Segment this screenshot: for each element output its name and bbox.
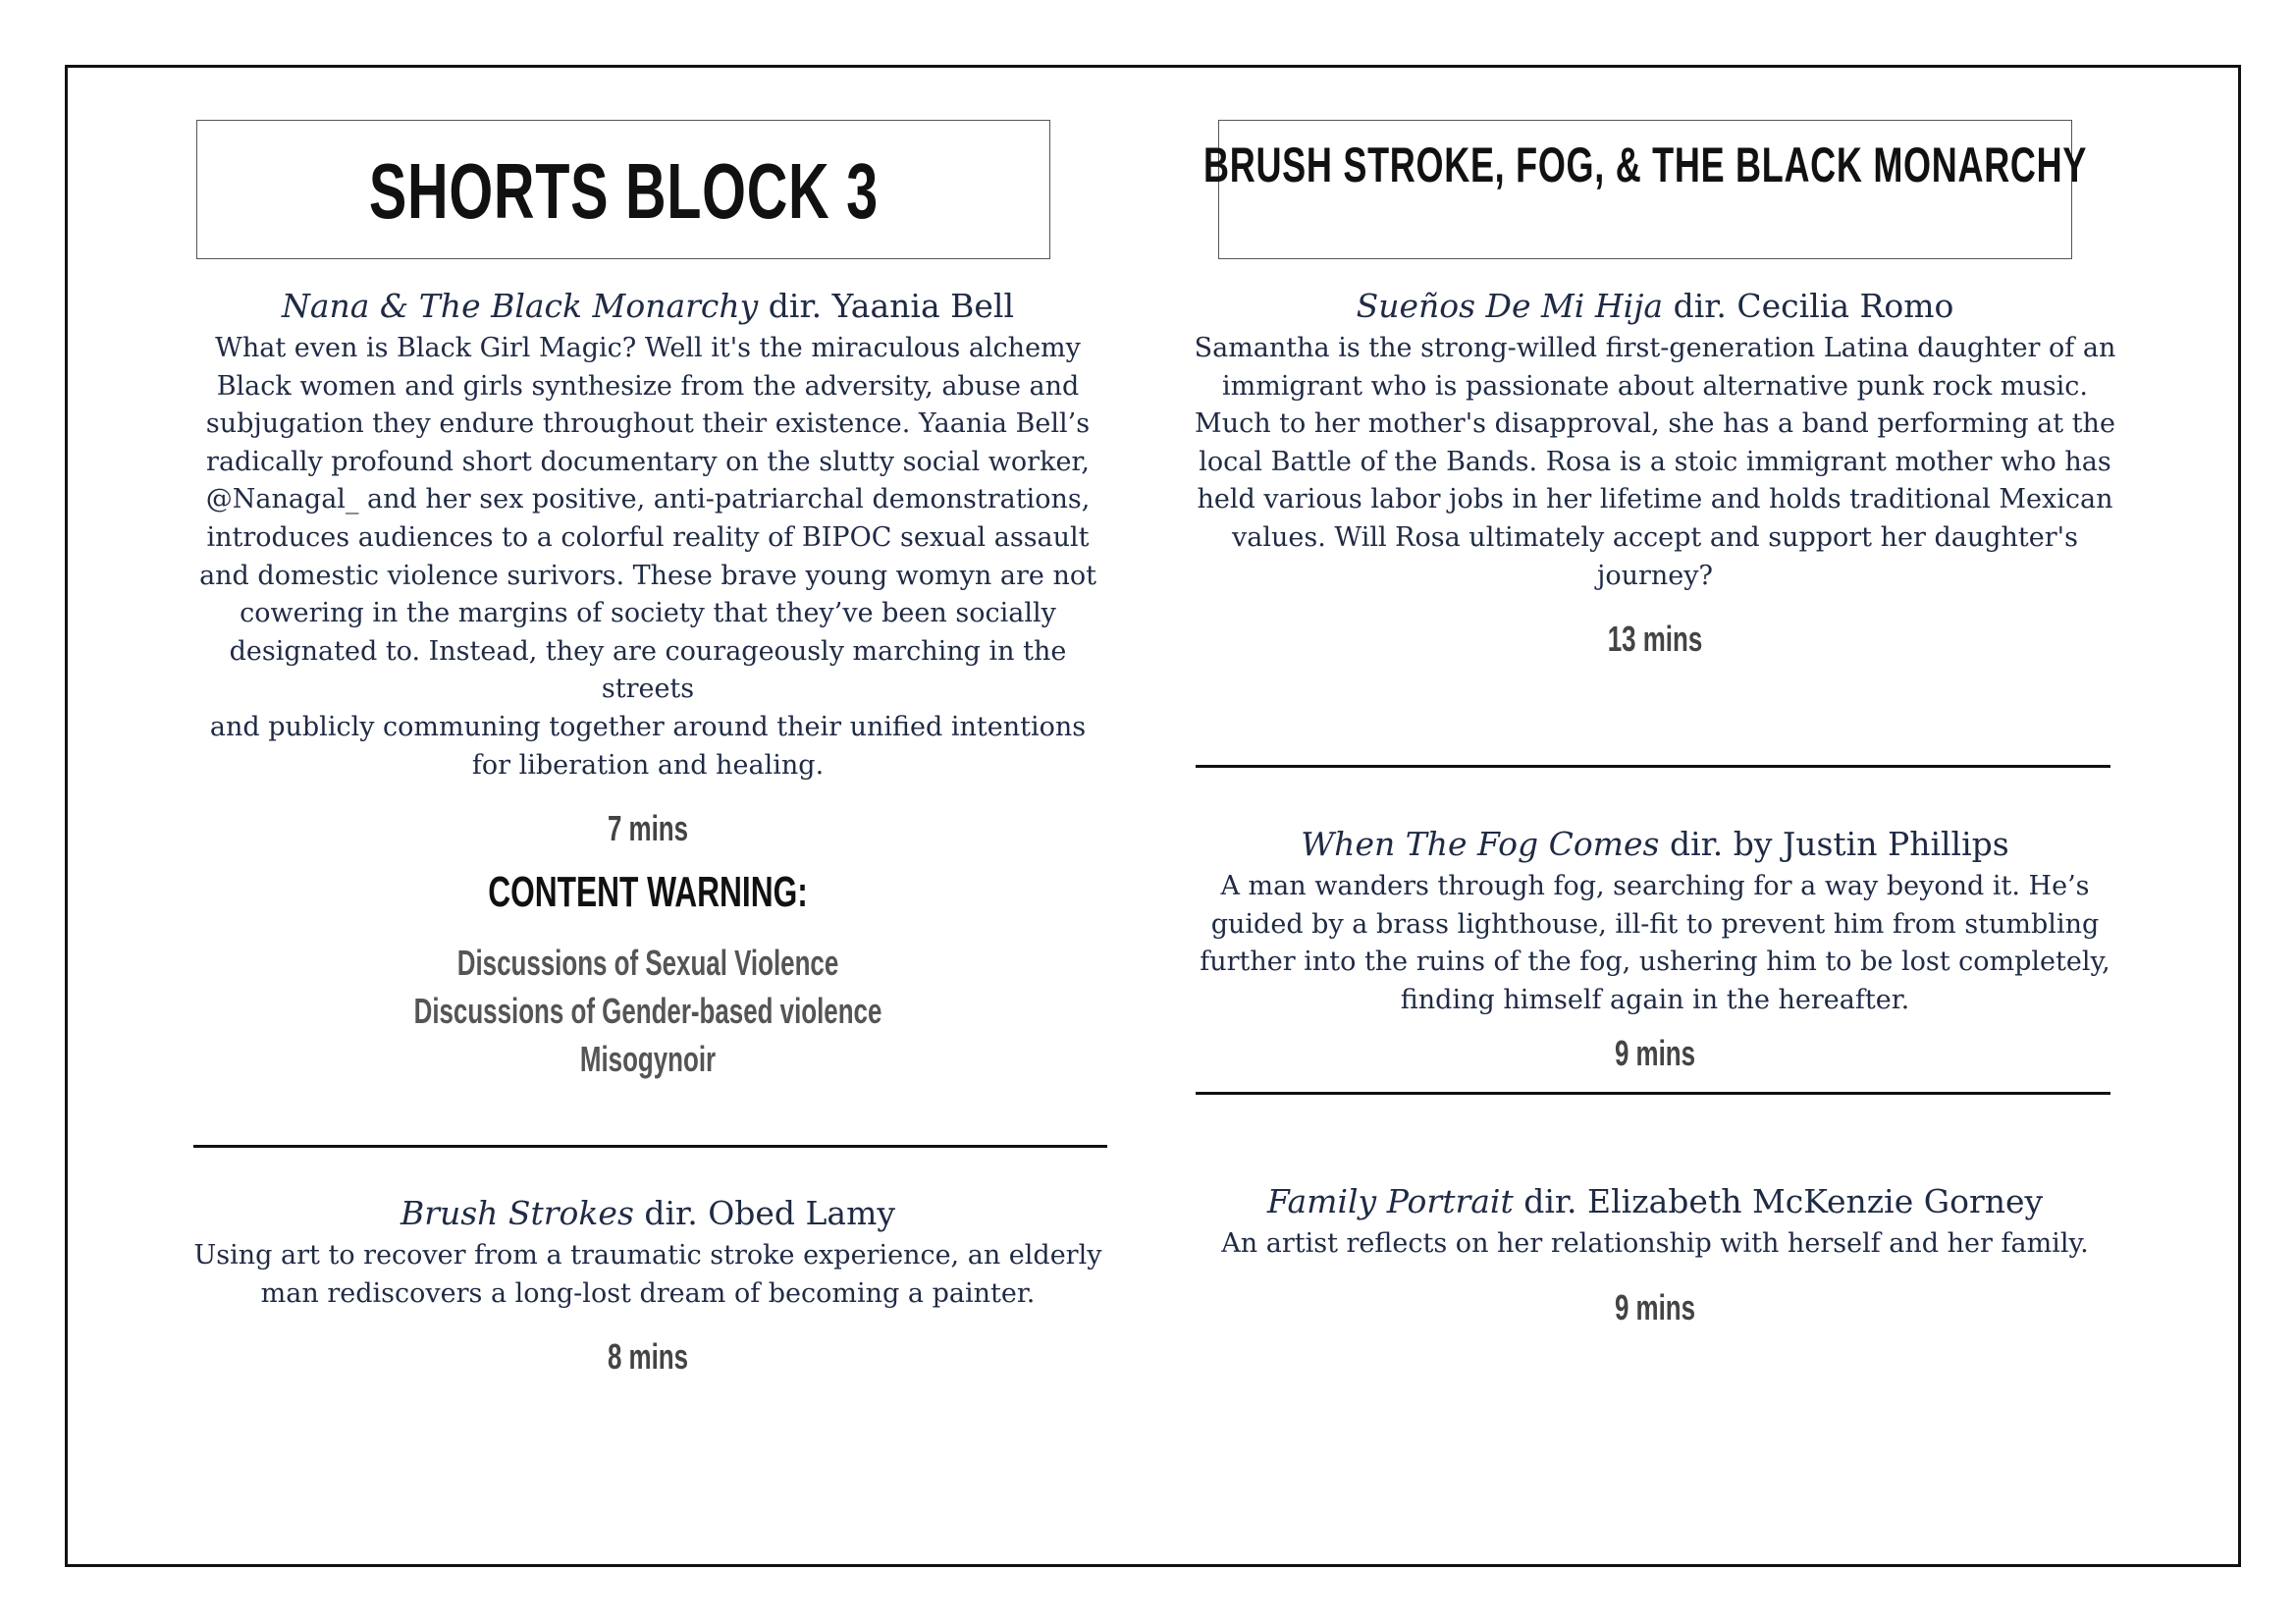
description-line: local Battle of the Bands. Rosa is a stoic immigrant mother who has — [1199, 446, 2111, 477]
shorts-block-title: SHORTS BLOCK 3 — [368, 147, 879, 235]
description-line: A man wanders through fog, searching for a way beyond it. He’s — [1220, 871, 2090, 901]
description-line: journey? — [1596, 560, 1714, 591]
film-title: Family Portrait — [1266, 1182, 1514, 1220]
film-credit: dir. Yaania Bell — [758, 287, 1015, 325]
description-line: guided by a brass lighthouse, ill-fit to prevent him from stumbling — [1210, 908, 2100, 940]
description-line: radically profound short documentary on the slutty social worker, — [206, 446, 1090, 477]
content-warning-item: Misogynoir — [579, 1039, 717, 1079]
description-line: further into the ruins of the fog, ushering him to be lost completely, — [1200, 947, 2110, 978]
description-line: What even is Black Girl Magic? Well it's the miraculous alchemy — [215, 333, 1081, 363]
description-line: An artist reflects on her relationship with herself and her family. — [1221, 1228, 2089, 1259]
description-line: values. Will Rosa ultimately accept and support her daughter's — [1232, 521, 2078, 553]
film-suenos-de-mi-hija — [1194, 287, 2116, 660]
shorts-block-title-box — [196, 120, 1050, 259]
film-runtime: 9 mins — [1614, 1033, 1696, 1074]
description-line: held various labor jobs in her lifetime and holds traditional Mexican — [1197, 484, 2113, 515]
film-heading — [187, 287, 1109, 326]
film-title: Brush Strokes — [400, 1194, 634, 1232]
description-line: Samantha is the strong-willed first-generation Latina daughter of an — [1194, 333, 2116, 363]
description-line: Using art to recover from a traumatic stroke experience, an elderly — [193, 1240, 1102, 1271]
description-line: for liberation and healing. — [471, 749, 825, 781]
right-divider-bottom — [1196, 1092, 2110, 1095]
film-credit: dir. by Justin Phillips — [1659, 825, 2009, 863]
program-title-box — [1202, 120, 2088, 259]
film-description — [187, 1237, 1109, 1313]
description-line: designated to. Instead, they are courageously marching in the streets — [229, 635, 1067, 705]
film-title: Nana & The Black Monarchy — [281, 287, 759, 325]
program-title: BRUSH STROKE, FOG, & THE BLACK MONARCHY — [1202, 137, 2088, 192]
film-runtime: 8 mins — [607, 1336, 689, 1378]
description-line: and domestic violence surivors. These brave young womyn are not — [199, 560, 1096, 591]
film-credit: dir. Cecilia Romo — [1663, 287, 1954, 325]
film-description — [1194, 868, 2116, 1019]
film-heading — [1194, 825, 2116, 864]
film-description — [1194, 1225, 2116, 1264]
film-description — [187, 330, 1109, 785]
film-nana-black-monarchy — [187, 287, 1109, 849]
film-description — [1194, 330, 2116, 595]
description-line: subjugation they endure throughout their existence. Yaania Bell’s — [205, 408, 1091, 440]
content-warning-title: CONTENT WARNING: — [488, 868, 808, 916]
content-warning — [187, 868, 1109, 1083]
film-runtime: 9 mins — [1614, 1286, 1696, 1327]
description-line: introduces audiences to a colorful reality of BIPOC sexual assault — [206, 521, 1090, 553]
film-heading — [1194, 287, 2116, 326]
content-warning-item: Discussions of Sexual Violence — [456, 943, 839, 983]
description-line: Much to her mother's disapproval, she has a band performing at the — [1195, 408, 2115, 440]
description-line: man rediscovers a long-lost dream of becoming a painter. — [260, 1277, 1036, 1309]
film-family-portrait — [1194, 1182, 2116, 1328]
description-line: @Nanagal_ and her sex positive, anti-patriarchal demonstrations, — [205, 484, 1091, 515]
content-warning-item: Discussions of Gender-based violence — [413, 991, 882, 1031]
film-credit: dir. Elizabeth McKenzie Gorney — [1513, 1182, 2044, 1220]
film-brush-strokes — [187, 1194, 1109, 1378]
right-divider-top — [1196, 765, 2110, 768]
film-heading — [1194, 1182, 2116, 1221]
film-credit: dir. Obed Lamy — [633, 1194, 896, 1232]
description-line: immigrant who is passionate about alternative punk rock music. — [1221, 370, 2088, 402]
description-line: Black women and girls synthesize from the adversity, abuse and — [216, 370, 1080, 402]
description-line: finding himself again in the hereafter. — [1400, 984, 1910, 1015]
film-runtime: 13 mins — [1607, 619, 1703, 660]
description-line: cowering in the margins of society that they’ve been socially — [240, 598, 1056, 629]
left-divider — [193, 1145, 1107, 1148]
film-when-the-fog-comes — [1194, 825, 2116, 1074]
film-title: Sueños De Mi Hija — [1356, 287, 1664, 325]
film-runtime: 7 mins — [607, 808, 689, 849]
film-title: When The Fog Comes — [1301, 825, 1660, 863]
description-line: and publicly communing together around their unified intentions — [209, 711, 1087, 742]
film-heading — [187, 1194, 1109, 1233]
